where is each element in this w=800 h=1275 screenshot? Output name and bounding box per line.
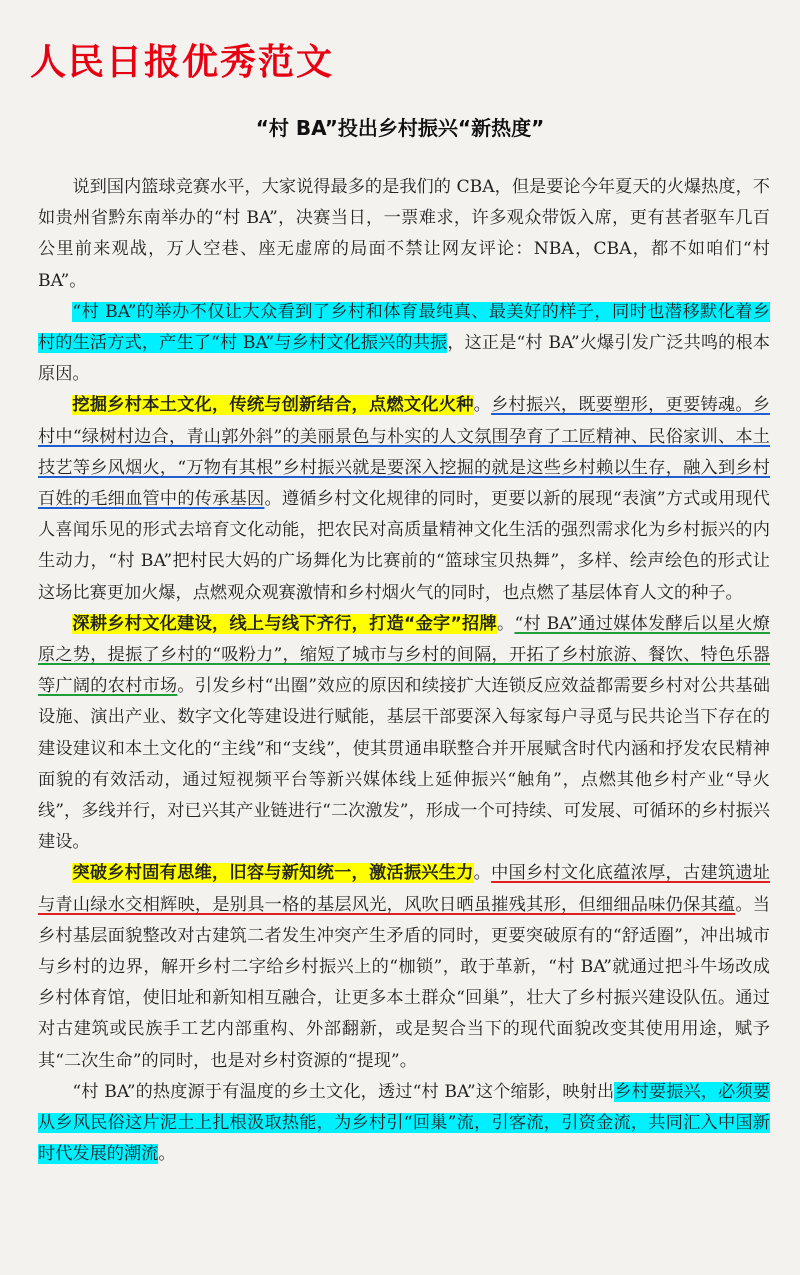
paragraph-3-text: 。遵循乡村文化规律的同时，更要以新的展现“表演”方式或用现代人喜闻乐见的形式去培育文化动能，把农民对高质量精神文化生活的强烈需求化为乡村振兴的内生动力，“村 BA”把村民大妈的广场舞化为比赛前的“篮球宝贝热舞”，多样、绘声绘色的形式让这场比赛更加火爆，点燃观众观赛激情和乡村烟火气的同时，也点燃了基层体育人文的种子。 [38,489,770,603]
paragraph-1 [38,172,770,297]
punctuation: 。 [473,863,492,884]
paragraph-4-text: 。引发乡村“出圈”效应的原因和续接扩大连锁反应效益都需要乡村对公共基础设施、演出产业、数字文化等建设进行赋能，基层干部要深入每家每户寻觅与民共论当下存在的建设建议和本土文化的“主线”和“支线”，使其贯通串联整合并开展赋含时代内涵和抒发农民精神面貌的有效活动，通过短视频平台等新兴媒体线上延伸振兴“触角”，点燃其他乡村产业“导火线”，多线并行，对已兴其产业链进行“二次激发”，形成一个可持续、可发展、可循环的乡村振兴建设。 [38,676,770,853]
section-heading-3: 突破乡村固有思维，旧容与新知统一，激活振兴生力 [72,863,474,884]
highlight-cyan: “村 BA”的举办不仅让大众看到了乡村和体育最纯真、最美好的样子，同时也潜移默化着乡村的生活方式，产生了“村 BA”与乡村文化振兴的共振 [38,301,770,354]
page-title: 人民日报优秀范文 [30,42,335,83]
paragraph-6 [38,1077,770,1171]
paragraph-6-text: “村 BA”的热度源于有温度的乡土文化，透过“村 BA”这个缩影，映射出 [72,1081,615,1102]
paragraph-5-text: 。当乡村基层面貌整改对古建筑二者发生冲突产生矛盾的同时，更要突破原有的“舒适圈”，冲出城市与乡村的边界，解开乡村二字给乡村振兴上的“枷锁”，敢于革新，“村 BA”就通过把斗牛场改成乡村体育馆，使旧址和新知相互融合，让更多本土群众“回巢”，壮大了乡村振兴建设队伍。通过对古建筑或民族手工艺内部重构、外部翻新，或是契合当下的现代面貌改变其使用用途，赋予其“二次生命”的同时，也是对乡村资源的“提现”。 [38,894,770,1071]
highlight-cyan-conclusion: 乡村要振兴，必须要从乡风民俗这片泥土上扎根汲取热能，为乡村引“回巢”流，引客流，引资金流，共同汇入中国新时代发展的潮流 [38,1081,770,1165]
paragraph-2-text: ，这正是“村 BA”火爆引发广泛共鸣的根本原因。 [38,333,770,385]
punctuation: 。 [158,1144,176,1165]
paragraph-3 [38,390,770,608]
punctuation: 。 [496,613,515,634]
section-heading-2: 深耕乡村文化建设，线上与线下齐行，打造“金字”招牌 [72,613,497,634]
underlined-text-blue: 乡村振兴，既要塑形，更要铸魂。乡村中“绿树村边合，青山郭外斜”的美丽景色与朴实的人文氛围孕育了工匠精神、民俗家训、本土技艺等乡风烟火，“万物有其根”乡村振兴就是要深入挖掘的就是这些乡村赖以生存，融入到乡村百姓的毛细血管中的传承基因 [38,395,770,510]
article-title: “村 BA”投出乡村振兴“新热度” [255,116,545,140]
article-body [38,172,770,1171]
paragraph-4 [38,609,770,859]
section-heading-1: 挖掘乡村本土文化，传统与创新结合，点燃文化火种 [72,395,474,416]
paragraph-5 [38,858,770,1076]
underlined-text-red: 中国乡村文化底蕴浓厚，古建筑遗址与青山绿水交相辉映，是别具一格的基层风光，风吹日晒虽摧残其形，但细细品味仍保其蕴 [38,863,770,915]
paragraph-2 [38,297,770,391]
underlined-text-green: “村 BA”通过媒体发酵后以星火燎原之势，提振了乡村的“吸粉力”，缩短了城市与乡村的间隔，开拓了乡村旅游、餐饮、特色乐器等广阔的农村市场 [38,613,770,697]
paragraph-1-text: 说到国内篮球竞赛水平，大家说得最多的是我们的 CBA，但是要论今年夏天的火爆热度，不如贵州省黔东南举办的“村 BA”，决赛当日，一票难求，许多观众带饭入席，更有甚者驱车几百公里前来观战，万人空巷、座无虚席的局面不禁让网友评论：NBA，CBA，都不如咱们“村 BA”。 [38,177,770,291]
punctuation: 。 [473,395,492,416]
